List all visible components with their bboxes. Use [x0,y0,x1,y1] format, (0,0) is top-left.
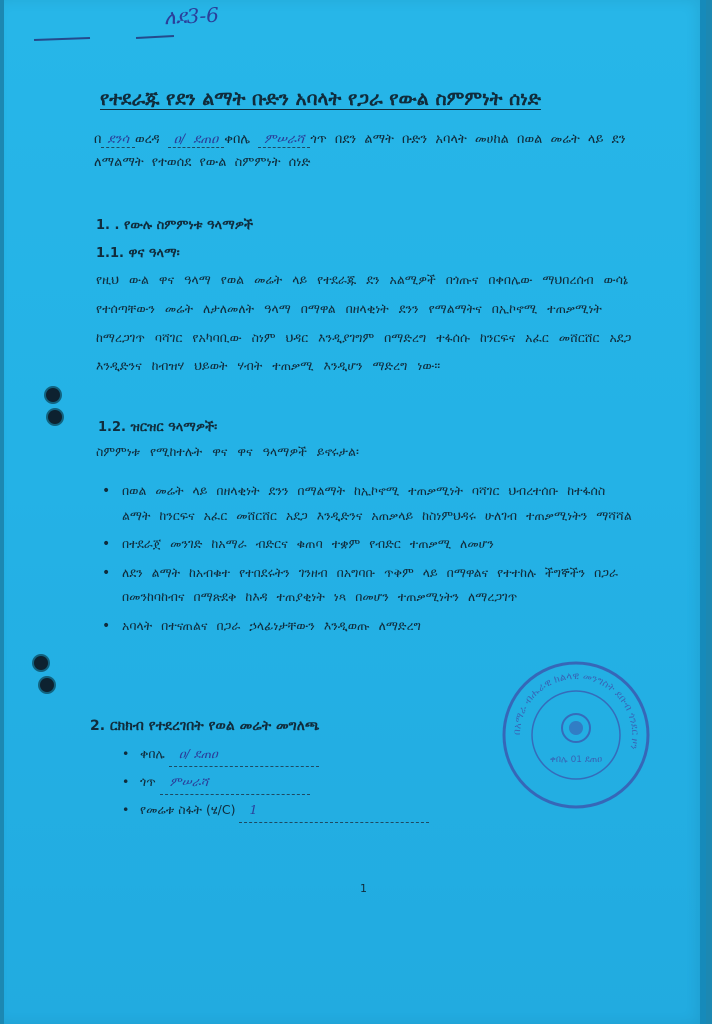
list-item [122,770,429,798]
intro-rest: በደን ልማት ቡድን አባላት መሀከል በወል መሬት ላይ ደን ለማልማት የተወሰደ የውል ስምምነት ሰነድ [94,132,626,170]
specific-objectives-intro: ስምምነቱ የሚከተሉት ዋና ዋና ዓላማዎች ይኖሩታል፡ [96,444,359,459]
kebele-item-value: ዐ/ ደጠዐ [169,742,319,767]
list-item: • በወል መሬት ላይ በዘላቂነት ደንን በማልማት ከኢኮኖሚ ተጠቃሚነት ባሻገር ህብረተሰቡ ከተፋሰስ ልማት ከንርፍና አፈር መሸርሸር አደጋ እንዲድንና አጠቃላይ ከስነምህዳሩ ሁለገብ ተጠቃሚነትን ማሻሻል [102,479,642,528]
got-item-label: ጎጥ [140,774,156,789]
punch-hole [40,678,54,692]
zone-field: ደንሳ [101,132,135,148]
section-1-1-heading: 1.1. ዋና ዓላማ፡ [96,246,180,261]
intro-prefix: በ [94,132,102,147]
svg-text:በአማራ ብሔራዊ ክልላዊ መንግስት ደቡብ ጎንደር [512,671,640,750]
area-item-value: 1 [239,798,429,823]
woreda-field: ዐ/ ደጠዐ [168,132,224,148]
official-stamp [501,660,651,810]
document-page [4,0,706,1024]
land-description-list [122,742,429,826]
kebele-field: ምሠራሻ [258,132,310,148]
stamp-center-text: ቀበሌ 01 ደጠዐ [549,755,603,765]
page-number: 1 [360,882,367,895]
list-item [122,798,429,826]
stamp-emblem-center [569,721,583,735]
objectives-list [102,479,642,642]
punch-hole [34,656,48,670]
punch-hole [46,388,60,402]
list-item: • በተደራጀ መንገድ ከአማራ ብድርና ቁጠባ ተቋም የብድር ተጠቃሚ ለመሆን [102,532,642,557]
got-label: ጎጥ [310,132,327,147]
main-objective-paragraph: የዚህ ውል ዋና ዓላማ የወል መሬት ላይ የተደራጁ ደን አልሚዎች በጎጡና በቀበሌው ማህበረሰብ ውሳኔ የተሰጣቸውን መሬት ለታለመለት ዓላማ በማዋል በዘላቂነት ደንን የማልማትና በኢኮኖሚ ተጠቃሚነት ከማረጋገጥ ባሻገር የአካባቢው ስነም ህዳር እንዲያገግም በማድረግ ተፋሰሱ ከንርፍና አፈር መሸርሸር አደጋ እንዲድንና ከብዝሃ ህይወት ሃብት ተጠቃሚ እንዲሆን ማድረግ ነው፡፡ [96,272,632,374]
section-2-heading: 2. ርክክብ የተደረገበት የወል መሬት መግለጫ [90,718,320,734]
area-item-label: የመሬቱ ስፋት (ሄ/C) [140,802,236,817]
pen-stroke [34,37,90,41]
pen-stroke [136,35,174,39]
intro-paragraph [94,128,634,174]
page-edge-shadow [700,0,706,1024]
section-1-2-heading: 1.2. ዝርዝር ዓላማዎች፡ [98,420,218,435]
section-1-heading: 1. . የውሉ ስምምነቱ ዓላማዎች [96,218,254,233]
kebele-label: ቀበሌ [224,132,251,147]
list-item: • አባላት በተናጠልና በጋራ ኃላፊነታቸውን እንዲወጡ ለማድረግ [102,614,642,639]
list-item [122,742,429,770]
list-item: • ለደን ልማት ከአብቁተ የተበደሩትን ገንዘብ በአግባቡ ጥቅም ላይ በማዋልና የተተከሉ ችግኞችን በጋራ በመንከባከብና በማጽደቅ ከእዳ ተጠያቂነት ነጻ በመሆን ተጠቃሚነትን ለማረጋገጥ [102,561,642,610]
punch-hole [48,410,62,424]
got-item-value: ምሠራሻ [160,770,310,795]
kebele-item-label: ቀበሌ [140,746,165,761]
handwritten-file-number: ለደ3-6 [163,2,220,30]
woreda-label: ወረዳ [135,132,160,147]
stamp-ring-text: በአማራ ብሔራዊ ክልላዊ መንግስት ደቡብ ጎንደር ዞን [511,670,641,751]
document-title: የተደራጁ የደን ልማት ቡድን አባላት የጋራ የውል ስምምነት ሰነድ [100,88,541,110]
